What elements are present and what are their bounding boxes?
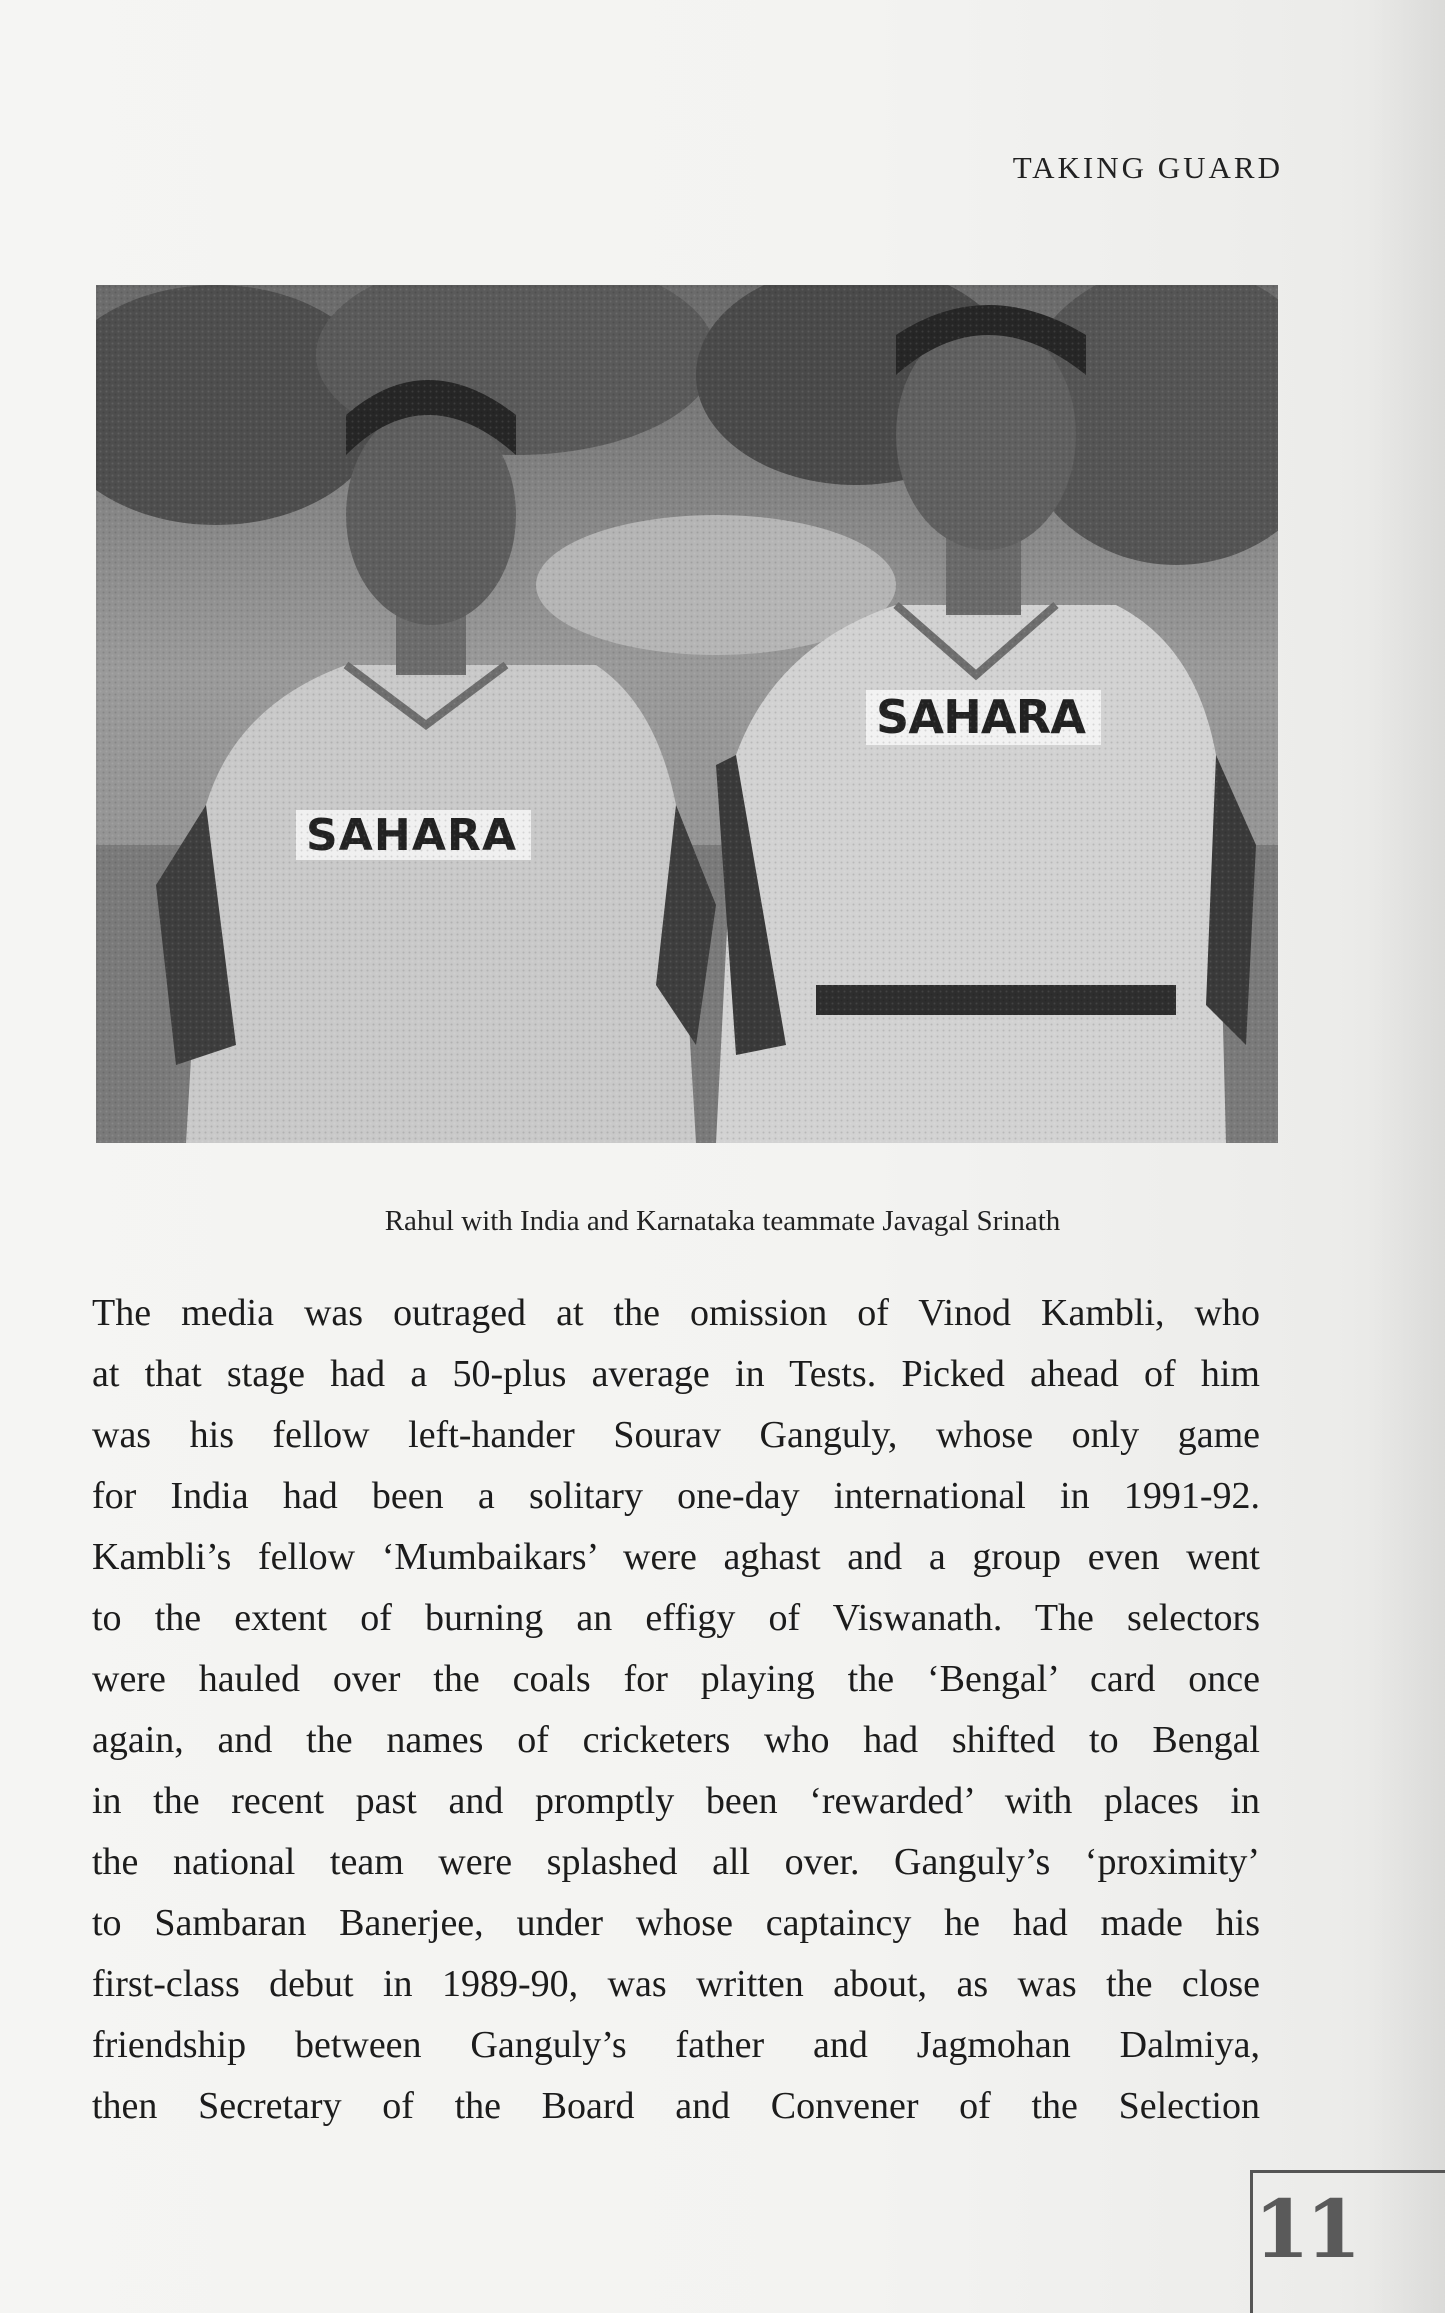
running-header: TAKING GUARD [1012,150,1283,185]
text-line: then Secretary of the Board and Convener of the Selection [92,2085,1260,2127]
text-line: first-class debut in 1989-90, was written about, as was the close [92,1963,1260,2005]
text-line: the national team were splashed all over. Ganguly’s ‘proximity’ [92,1841,1260,1883]
text-line: The media was outraged at the omission of Vinod Kambli, who [92,1292,1260,1334]
text-line: to the extent of burning an effigy of Viswanath. The selectors [92,1597,1260,1639]
text-line: for India had been a solitary one-day international in 1991-92. [92,1475,1260,1517]
photo-illustration [96,285,1278,1143]
text-line: were hauled over the coals for playing the ‘Bengal’ card once [92,1658,1260,1700]
text-line: to Sambaran Banerjee, under whose captaincy he had made his [92,1902,1260,1944]
text-line: in the recent past and promptly been ‘rewarded’ with places in [92,1780,1260,1822]
text-line: was his fellow left-hander Sourav Ganguly, whose only game [92,1414,1260,1456]
photo-caption: Rahul with India and Karnataka teammate Javagal Srinath [384,1205,1061,1237]
text-line: Kambli’s fellow ‘Mumbaikars’ were aghast and a group even went [92,1536,1260,1578]
body-paragraph [92,1283,1260,2137]
text-line: friendship between Ganguly’s father and Jagmohan Dalmiya, [92,2024,1260,2066]
text-line: again, and the names of cricketers who had shifted to Bengal [92,1719,1260,1761]
photograph [96,285,1278,1143]
page-edge-shadow [1365,0,1445,2313]
text-line: at that stage had a 50-plus average in Tests. Picked ahead of him [92,1353,1260,1395]
page-number: 11 [1254,2182,1358,2276]
